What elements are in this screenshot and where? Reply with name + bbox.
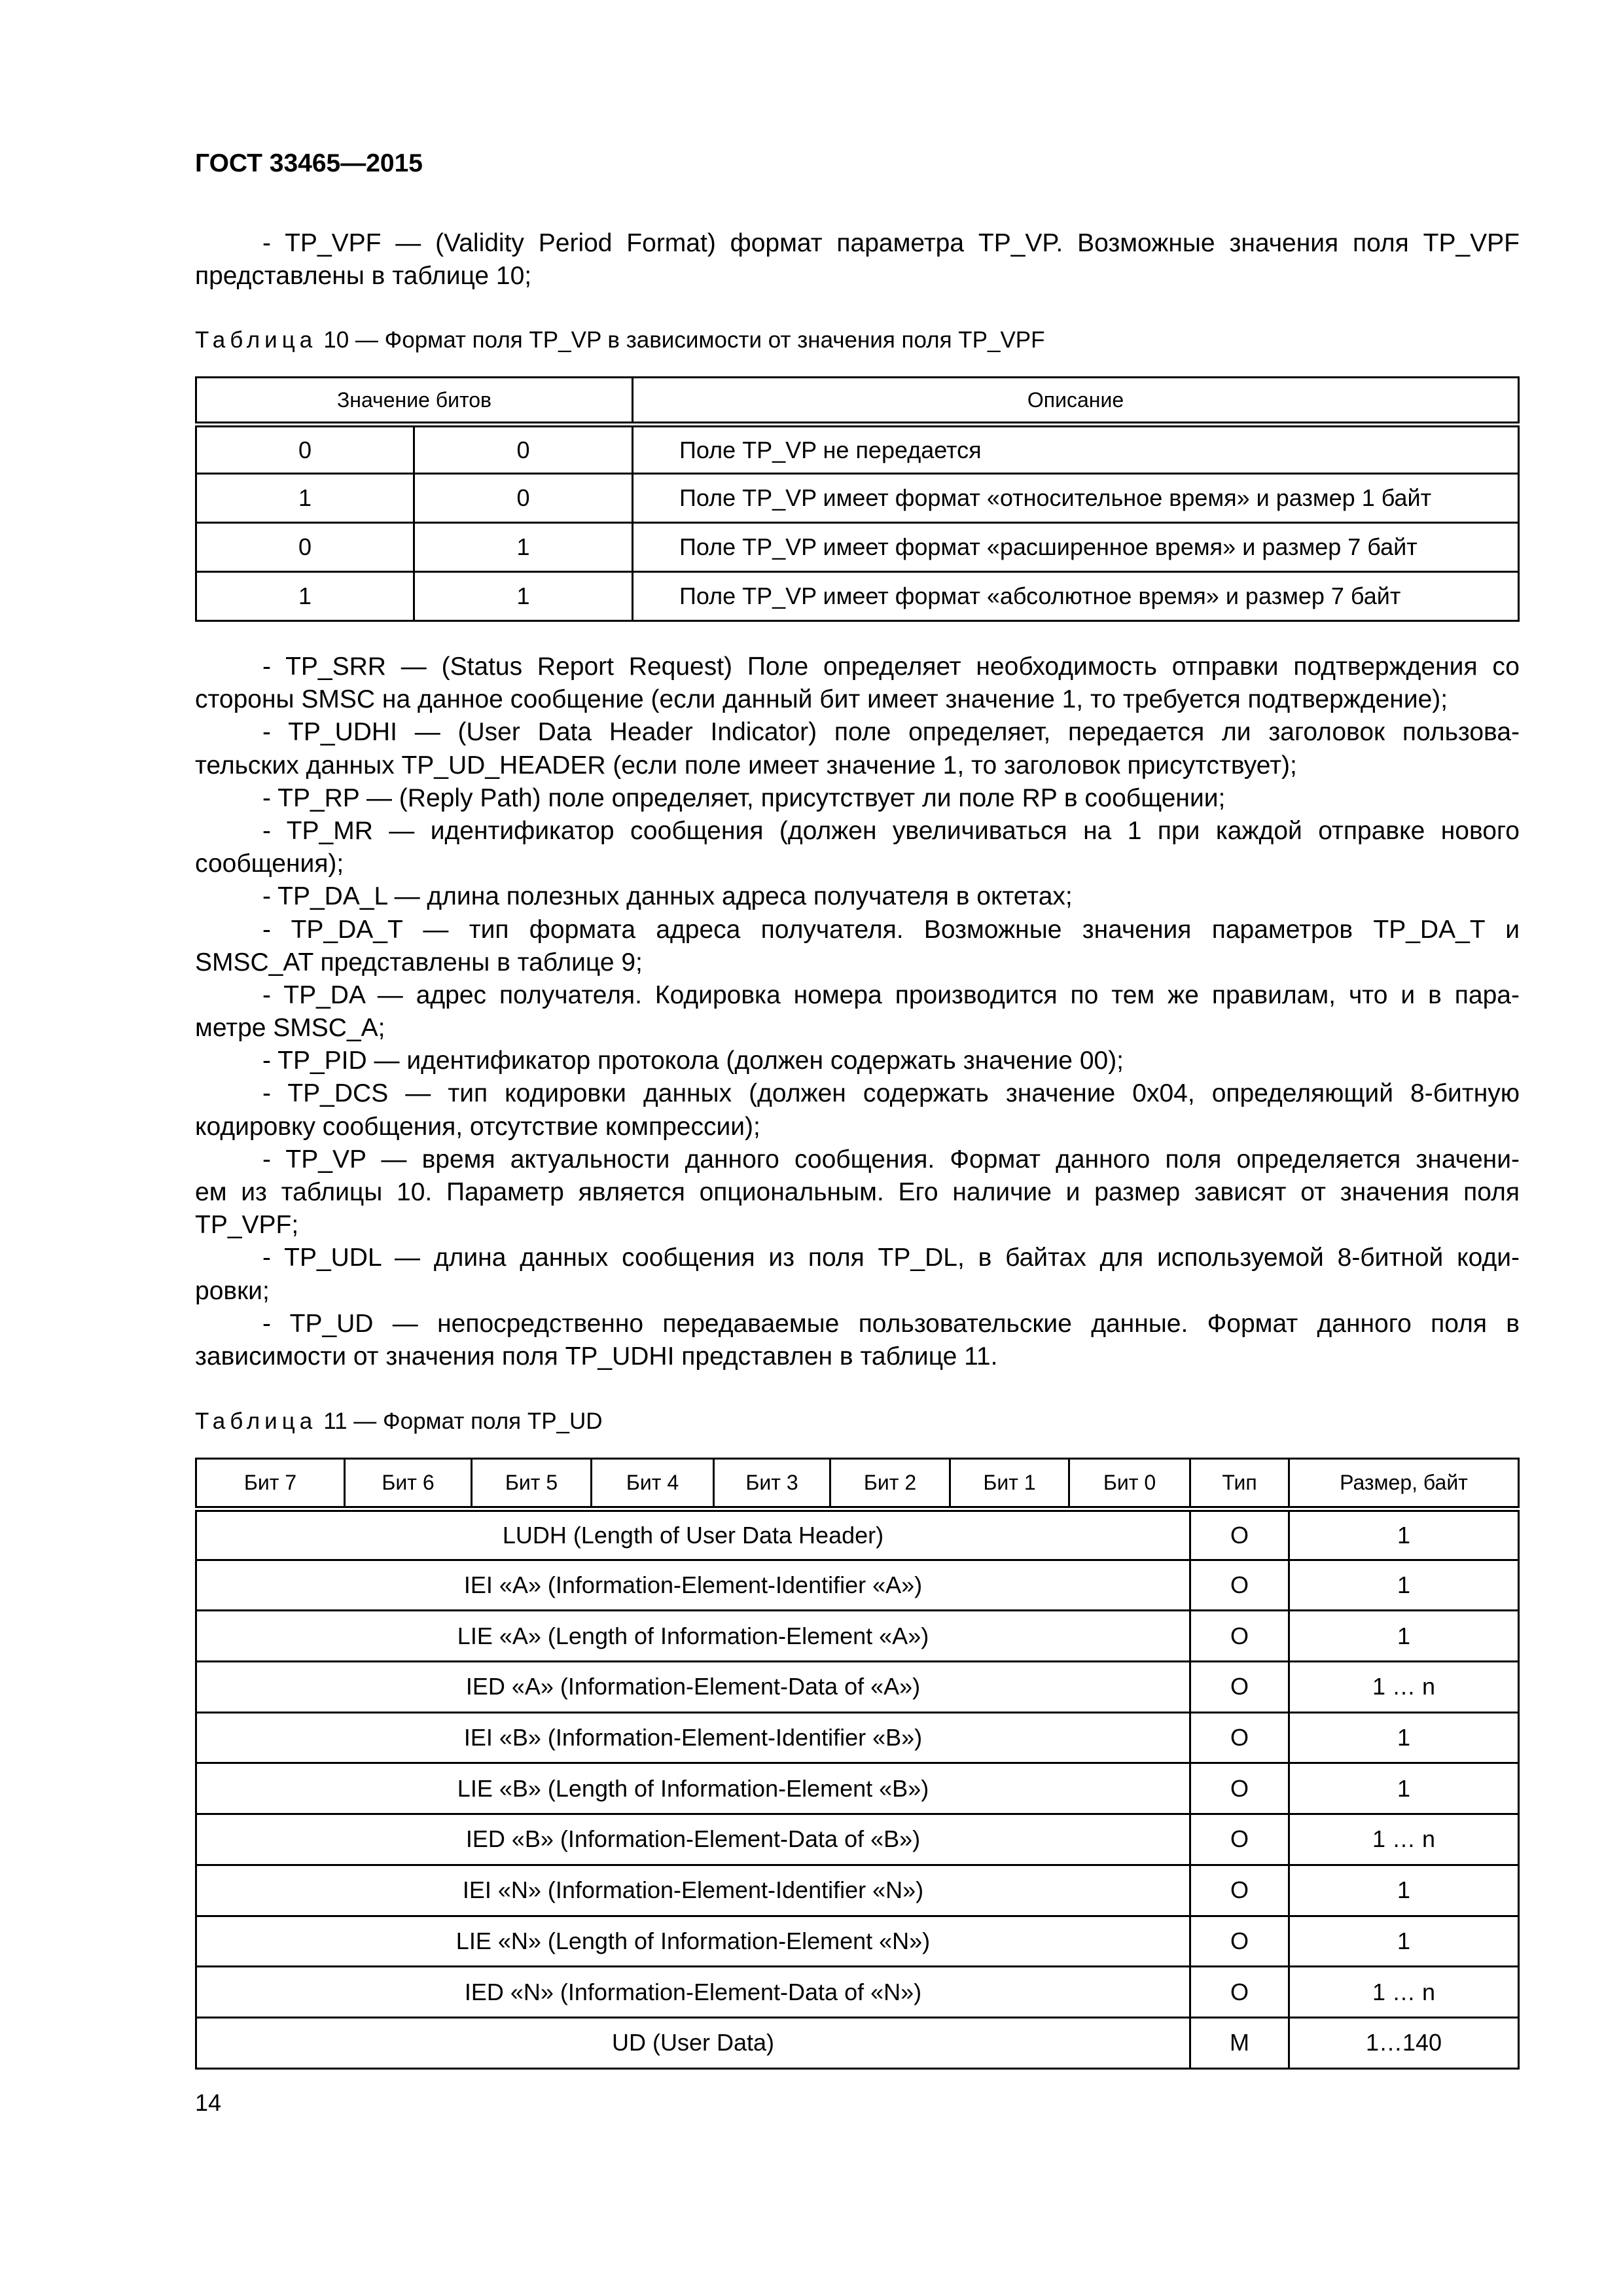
paragraph-line: метре SMSC_A; <box>195 1014 385 1043</box>
paragraph-line: - TP_DA_T — тип формата адреса получателя. Возможные значения параметров TP_DA_T и <box>262 915 1520 944</box>
paragraph-line: тельских данных TP_UD_HEADER (если поле имеет значение 1, то заголовок присутствует); <box>195 751 1297 780</box>
header-cell: Бит 0 <box>1069 1459 1190 1509</box>
paragraph-line: SMSC_AT представлены в таблице 9; <box>195 948 643 977</box>
header-cell: Бит 3 <box>714 1459 830 1509</box>
paragraph-line: TP_VPF; <box>195 1211 299 1240</box>
paragraph-line: ровки; <box>195 1276 270 1305</box>
table-row <box>196 1814 1519 1865</box>
header-cell: Размер, байт <box>1289 1459 1519 1509</box>
size-cell: 1 <box>1289 1865 1519 1916</box>
table-row <box>196 1611 1519 1662</box>
page-number: 14 <box>195 2089 222 2116</box>
field-name-cell: LIE «A» (Length of Information-Element «A») <box>196 1611 1190 1662</box>
document-header: ГОСТ 33465—2015 <box>195 149 423 177</box>
field-name-cell: IEI «N» (Information-Element-Identifier «N») <box>196 1865 1190 1916</box>
type-cell: O <box>1190 1560 1289 1611</box>
table-row <box>196 425 1519 474</box>
table-header-row <box>196 1459 1519 1509</box>
size-cell: 1 <box>1289 1560 1519 1611</box>
paragraph-line: - TP_SRR — (Status Report Request) Поле определяет необходимость отправки подтверждения со <box>262 653 1520 681</box>
paragraph-line: ем из таблицы 10. Параметр является опциональным. Его наличие и размер зависят от значения поля <box>195 1178 1520 1206</box>
table-10 <box>195 376 1520 622</box>
field-name-cell: IEI «B» (Information-Element-Identifier «B») <box>196 1712 1190 1763</box>
bit-cell: 0 <box>414 425 633 474</box>
header-cell: Тип <box>1190 1459 1289 1509</box>
header-description: Описание <box>633 378 1519 425</box>
field-name-cell: IED «N» (Information-Element-Data of «N») <box>196 1967 1190 2018</box>
type-cell: O <box>1190 1662 1289 1713</box>
header-cell: Бит 5 <box>472 1459 592 1509</box>
table-row <box>196 1967 1519 2018</box>
field-name-cell: IED «A» (Information-Element-Data of «A») <box>196 1662 1190 1713</box>
table-row <box>196 1509 1519 1560</box>
type-cell: O <box>1190 1712 1289 1763</box>
field-name-cell: LIE «N» (Length of Information-Element «N») <box>196 1916 1190 1967</box>
table-row <box>196 2017 1519 2068</box>
header-cell: Бит 7 <box>196 1459 345 1509</box>
bit-cell: 1 <box>196 572 414 621</box>
size-cell: 1 <box>1289 1611 1519 1662</box>
type-cell: M <box>1190 2017 1289 2068</box>
paragraph-line: - TP_UDHI — (User Data Header Indicator) поле определяет, передается ли заголовок пользова- <box>262 718 1520 747</box>
intro-text <box>195 227 1520 293</box>
header-cell: Бит 1 <box>950 1459 1069 1509</box>
type-cell: O <box>1190 1509 1289 1560</box>
type-cell: O <box>1190 1611 1289 1662</box>
size-cell: 1 <box>1289 1916 1519 1967</box>
table-11 <box>195 1458 1520 2070</box>
field-name-cell: LUDH (Length of User Data Header) <box>196 1509 1190 1560</box>
paragraph-line: представлены в таблице 10; <box>195 262 532 291</box>
type-cell: O <box>1190 1865 1289 1916</box>
header-cell: Бит 2 <box>830 1459 950 1509</box>
field-name-cell: LIE «B» (Length of Information-Element «B») <box>196 1763 1190 1814</box>
field-name-cell: UD (User Data) <box>196 2017 1190 2068</box>
size-cell: 1 <box>1289 1763 1519 1814</box>
bit-cell: 0 <box>196 523 414 572</box>
table-row <box>196 474 1519 523</box>
field-name-cell: IEI «A» (Information-Element-Identifier «A») <box>196 1560 1190 1611</box>
description-cell: Поле TP_VP имеет формат «абсолютное время» и размер 7 байт <box>633 572 1519 621</box>
size-cell: 1 <box>1289 1509 1519 1560</box>
description-cell: Поле TP_VP имеет формат «расширенное время» и размер 7 байт <box>633 523 1519 572</box>
header-cell: Бит 4 <box>592 1459 714 1509</box>
table-row <box>196 1662 1519 1713</box>
paragraph-line: сообщения); <box>195 850 344 878</box>
table10-caption: Таблица 10 — Формат поля TP_VP в зависимости от значения поля TP_VPF <box>195 327 1045 353</box>
paragraph-line: зависимости от значения поля TP_UDHI представлен в таблице 11. <box>195 1342 998 1371</box>
table-header-row <box>196 378 1519 425</box>
size-cell: 1 … n <box>1289 1662 1519 1713</box>
paragraph-line: кодировку сообщения, отсутствие компрессии); <box>195 1112 760 1141</box>
table-row <box>196 1865 1519 1916</box>
size-cell: 1 … n <box>1289 1814 1519 1865</box>
size-cell: 1 <box>1289 1712 1519 1763</box>
paragraph-line: - TP_MR — идентификатор сообщения (должен увеличиваться на 1 при каждой отправке нового <box>262 816 1520 845</box>
table-row <box>196 1916 1519 1967</box>
header-bit-values: Значение битов <box>196 378 633 425</box>
body-text <box>195 651 1520 1373</box>
paragraph-line: - TP_VPF — (Validity Period Format) формат параметра TP_VP. Возможные значения поля TP_VPF <box>262 229 1520 257</box>
table-row <box>196 1560 1519 1611</box>
paragraph-line: - TP_PID — идентификатор протокола (должен содержать значение 00); <box>262 1047 1124 1075</box>
bit-cell: 1 <box>414 572 633 621</box>
paragraph-line: - TP_DCS — тип кодировки данных (должен содержать значение 0x04, определяющий 8-битную <box>262 1079 1520 1108</box>
paragraph-line: - TP_RP — (Reply Path) поле определяет, присутствует ли поле RP в сообщении; <box>262 783 1226 812</box>
paragraph-line: - TP_VP — время актуальности данного сообщения. Формат данного поля определяется значени- <box>262 1145 1520 1174</box>
table-row <box>196 523 1519 572</box>
description-cell: Поле TP_VP имеет формат «относительное время» и размер 1 байт <box>633 474 1519 523</box>
table-row <box>196 1763 1519 1814</box>
table11-caption: Таблица 11 — Формат поля TP_UD <box>195 1408 603 1434</box>
description-cell: Поле TP_VP не передается <box>633 425 1519 474</box>
bit-cell: 1 <box>414 523 633 572</box>
field-name-cell: IED «B» (Information-Element-Data of «B») <box>196 1814 1190 1865</box>
table-row <box>196 572 1519 621</box>
size-cell: 1 … n <box>1289 1967 1519 2018</box>
paragraph-line: - TP_UD — непосредственно передаваемые пользовательские данные. Формат данного поля в <box>262 1309 1520 1338</box>
paragraph-line: стороны SMSC на данное сообщение (если данный бит имеет значение 1, то требуется подтверждение); <box>195 685 1448 714</box>
table-row <box>196 1712 1519 1763</box>
header-cell: Бит 6 <box>345 1459 472 1509</box>
type-cell: O <box>1190 1814 1289 1865</box>
type-cell: O <box>1190 1763 1289 1814</box>
size-cell: 1…140 <box>1289 2017 1519 2068</box>
paragraph-line: - TP_UDL — длина данных сообщения из поля TP_DL, в байтах для используемой 8-битной коди- <box>262 1244 1520 1272</box>
paragraph-line: - TP_DA — адрес получателя. Кодировка номера производится по тем же правилам, что и в пара- <box>262 980 1520 1009</box>
paragraph-line: - TP_DA_L — длина полезных данных адреса получателя в октетах; <box>262 882 1073 911</box>
bit-cell: 0 <box>196 425 414 474</box>
type-cell: O <box>1190 1967 1289 2018</box>
bit-cell: 0 <box>414 474 633 523</box>
bit-cell: 1 <box>196 474 414 523</box>
type-cell: O <box>1190 1916 1289 1967</box>
